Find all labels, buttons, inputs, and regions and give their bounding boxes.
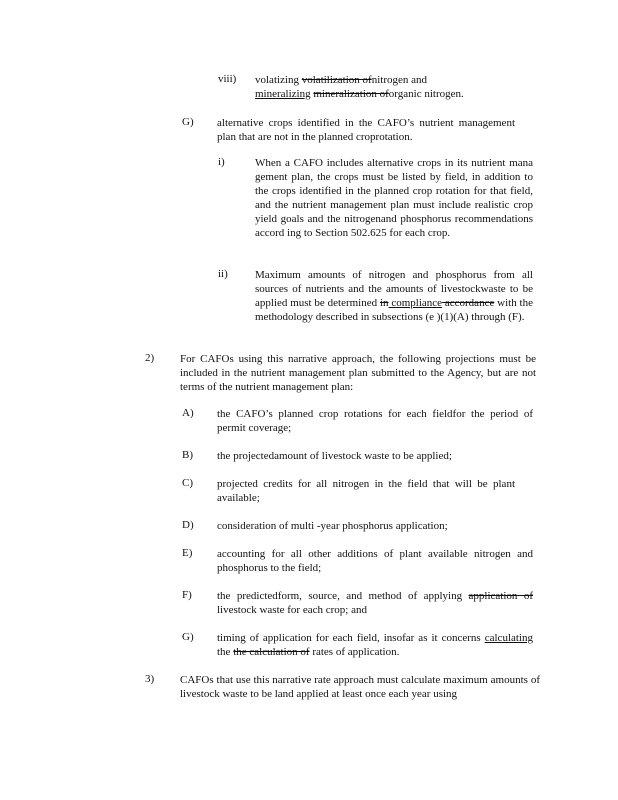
item-E-text (217, 547, 533, 575)
deleted-text: accordance (442, 297, 495, 309)
text-run: rates of application. (309, 646, 400, 658)
text-run: volatizing (255, 74, 302, 86)
item-viii-line2 (255, 87, 495, 101)
text-run: the (217, 646, 234, 658)
item-G-label: G) (182, 116, 194, 128)
item-F-text (217, 589, 533, 617)
text-run: For CAFOs using this narrative approach, the following projections must be included in the nutrient management plan submitted to the Agency, but are not terms of the nutrient management plan: (180, 353, 536, 393)
text-run: accounting for all other additions of plant available nitrogen and phosphorus to the field; (217, 548, 533, 574)
inserted-text: compliance (388, 297, 443, 309)
item-C-text (217, 477, 515, 505)
item-3-text (180, 673, 540, 701)
text-run: organic nitrogen. (388, 88, 464, 100)
text-run: CAFOs that use this narrative rate approach must calculate maximum amounts of livestock waste to be land applied at least once each year using (180, 674, 540, 700)
deleted-text: volatilization of (301, 74, 372, 86)
text-run: timing of application for each field, insofar as it concerns (217, 632, 485, 644)
deleted-text: mineralization of (313, 88, 389, 100)
text-run: the predictedform, source, and method of applying (217, 590, 469, 602)
text-run: Maximum amounts of nitrogen and phosphorus from all sources of nutrients and the amounts of livestockwaste to be applied must be determined (255, 269, 533, 309)
deleted-text: application of (468, 590, 533, 602)
text-run: the CAFO’s planned crop rotations for each fieldfor the period of permit coverage; (217, 408, 533, 434)
item-F-label: F) (182, 589, 192, 601)
text-run: consideration of multi -year phosphorus application; (217, 520, 448, 532)
text-run: nitrogen and (371, 74, 427, 86)
item-A-label: A) (182, 407, 194, 419)
item-G2-text (217, 631, 533, 659)
item-B-label: B) (182, 449, 193, 461)
item-E-label: E) (182, 547, 193, 559)
item-D-text (217, 519, 533, 533)
item-A-text (217, 407, 533, 435)
item-2-label: 2) (145, 352, 155, 364)
inserted-text: calculating (484, 632, 533, 644)
text-run: alternative crops identified in the CAFO’s nutrient management plan that are not in the planned croprotation. (217, 117, 515, 143)
item-D-label: D) (182, 519, 194, 531)
item-C-label: C) (182, 477, 193, 489)
deleted-text: in (379, 297, 389, 309)
item-viii-line1 (255, 73, 495, 87)
text-run: the projectedamount of livestock waste to be applied; (217, 450, 452, 462)
text-run: When a CAFO includes alternative crops in its nutrient mana gement plan, the crops must be listed by field, in addition to the crops identified in the planned crop rotation for that field, and the nutrient management plan must include realistic crop yield goals and the nitrogenand phosphorus recommendations accord ing to Section 502.625 for each crop. (255, 157, 533, 239)
item-B-text (217, 449, 533, 463)
item-2-text (180, 352, 536, 394)
item-G-text (217, 116, 515, 144)
inserted-text: mineralizing (255, 88, 311, 100)
item-i-label: i) (218, 156, 225, 168)
item-ii-label: ii) (218, 268, 228, 280)
text-run: with the methodology described in subsections (e )(1)(A) through (F). (255, 297, 533, 323)
deleted-text: the calculation of (233, 646, 310, 658)
item-viii-label: viii) (218, 73, 237, 85)
item-ii-text (255, 268, 533, 324)
item-i-text (255, 156, 533, 240)
item-3-label: 3) (145, 673, 155, 685)
text-run: livestock waste for each crop; and (217, 604, 367, 616)
text-run: projected credits for all nitrogen in the field that will be plant available; (217, 478, 515, 504)
item-G2-label: G) (182, 631, 194, 643)
